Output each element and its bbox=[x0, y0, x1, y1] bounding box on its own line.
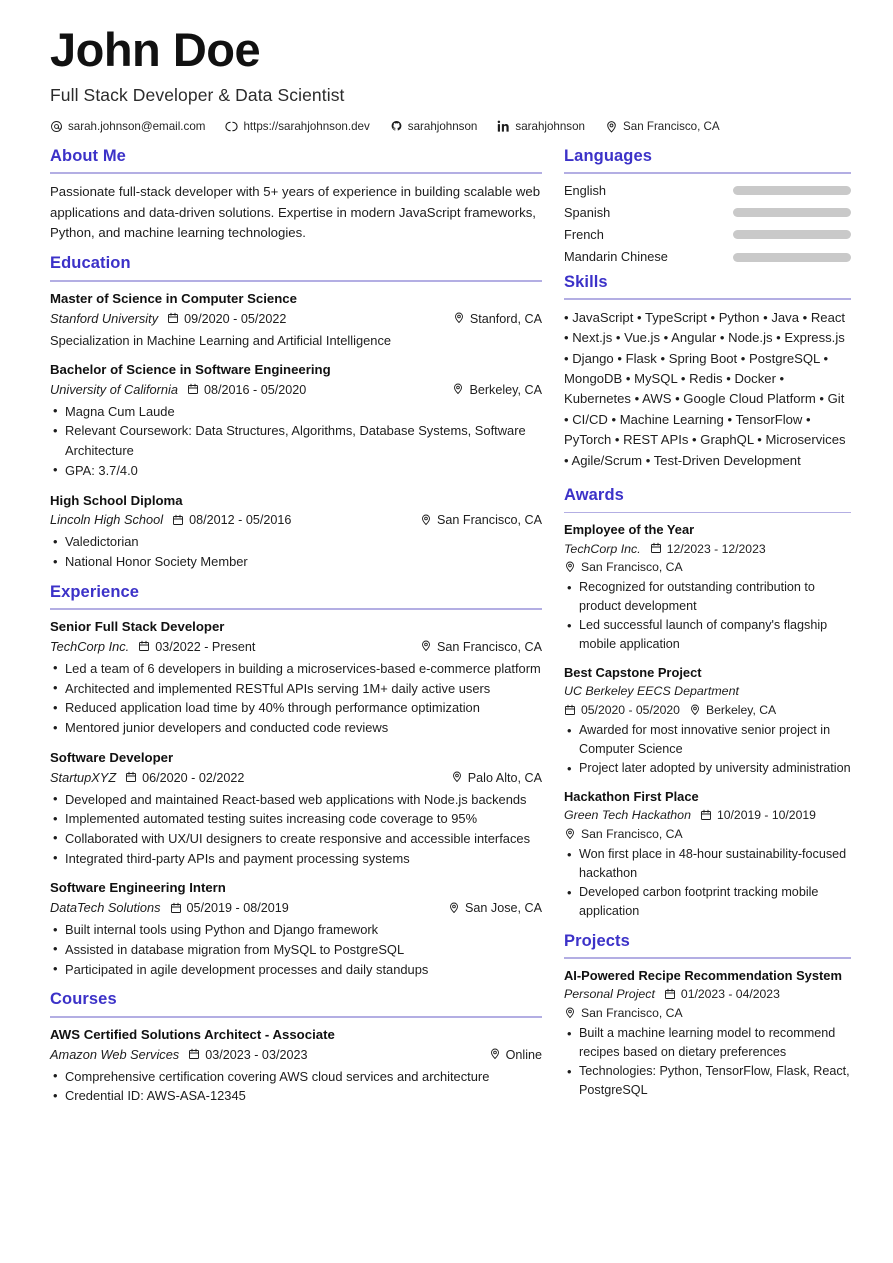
entry-location bbox=[564, 1004, 683, 1022]
entry-meta bbox=[50, 898, 542, 918]
entry-meta-left bbox=[564, 540, 851, 577]
courses-list bbox=[50, 1026, 542, 1106]
bullet-item: • Architected and implemented RESTful APIs serving 1M+ daily active users bbox=[50, 679, 542, 699]
bullet-item: • Relevant Coursework: Data Structures, Algorithms, Database Systems, Software Architecture bbox=[50, 421, 542, 460]
email-icon bbox=[50, 120, 63, 133]
entry-organization: TechCorp Inc. bbox=[564, 541, 641, 556]
entry-dates-text: 01/2023 - 04/2023 bbox=[680, 987, 780, 1002]
bullet-item: • Awarded for most innovative senior project in Computer Science bbox=[564, 721, 851, 759]
section-divider bbox=[50, 172, 542, 174]
entry-title: Best Capstone Project bbox=[564, 665, 702, 681]
entry-meta-left bbox=[50, 510, 300, 530]
experience-entry bbox=[50, 749, 542, 869]
entry-meta-left bbox=[50, 898, 298, 918]
award-entry bbox=[564, 788, 851, 921]
experience-entry bbox=[50, 879, 542, 979]
entry-dates bbox=[650, 540, 766, 558]
entry-meta bbox=[50, 380, 542, 400]
entry-location bbox=[420, 638, 542, 657]
bullet-item: • Mentored junior developers and conducted code reviews bbox=[50, 718, 542, 738]
contact-text: sarahjohnson bbox=[515, 119, 586, 133]
location-icon bbox=[489, 1047, 501, 1059]
section-education bbox=[50, 253, 542, 571]
contact-text: sarah.johnson@email.com bbox=[68, 119, 206, 133]
entry-meta bbox=[50, 510, 542, 530]
entry-meta bbox=[564, 985, 851, 1022]
section-languages bbox=[564, 146, 851, 266]
entry-organization: StartupXYZ bbox=[50, 769, 117, 785]
entry-title: Master of Science in Computer Science bbox=[50, 290, 297, 306]
section-title-education: Education bbox=[50, 254, 131, 273]
bullet-item: • Reduced application load time by 40% through performance optimization bbox=[50, 698, 542, 718]
entry-location bbox=[448, 899, 542, 918]
entry-dates bbox=[125, 769, 244, 788]
entry-dates bbox=[167, 310, 286, 329]
bullet-item: • Technologies: Python, TensorFlow, Flask, React, PostgreSQL bbox=[564, 1062, 851, 1100]
bullet-item: • Recognized for outstanding contribution to product development bbox=[564, 578, 851, 616]
entry-dates-text: 08/2012 - 05/2016 bbox=[189, 513, 292, 528]
section-about bbox=[50, 146, 542, 244]
experience-entry bbox=[50, 618, 542, 738]
location-icon bbox=[564, 560, 576, 572]
bullet-item: • Developed and maintained React-based web applications with Node.js backends bbox=[50, 790, 542, 810]
entry-meta bbox=[50, 1045, 542, 1065]
language-name: French bbox=[564, 227, 604, 243]
entry-organization: Personal Project bbox=[564, 987, 655, 1002]
skills-text: • JavaScript • TypeScript • Python • Java • React • Next.js • Vue.js • Angular • Node.js • Express.js • Django • Flask • Spring Boot • PostgreSQL • MongoDB • MySQL • Redis • Docker • Kubernetes • AWS • Google Cloud Platform • Git • CI/CD • Machine Learning • TensorFlow • PyTorch • REST APIs • GraphQL • Microservices • Agile/Scrum • Test-Driven Development bbox=[564, 309, 846, 468]
entry-meta bbox=[50, 768, 542, 788]
entry-location-text: San Francisco, CA bbox=[581, 560, 683, 575]
entry-meta-left bbox=[564, 806, 851, 843]
project-entry bbox=[564, 967, 851, 1100]
entry-location-text: San Francisco, CA bbox=[437, 513, 542, 528]
calendar-icon bbox=[125, 771, 137, 783]
entry-title: Senior Full Stack Developer bbox=[50, 619, 225, 635]
about-text: Passionate full-stack developer with 5+ years of experience in building scalable web applications and data-driven solutions. Expertise in modern JavaScript frameworks, Python, and machine learning technologies. bbox=[50, 184, 541, 240]
education-entry bbox=[50, 361, 542, 481]
section-title-skills: Skills bbox=[564, 272, 608, 291]
language-level-bar bbox=[733, 186, 851, 195]
entry-bullets bbox=[50, 402, 542, 481]
calendar-icon bbox=[187, 383, 199, 395]
section-skills bbox=[564, 272, 851, 471]
entry-title: Software Engineering Intern bbox=[50, 880, 226, 896]
entry-location-text: Palo Alto, CA bbox=[467, 770, 542, 785]
calendar-icon bbox=[664, 988, 676, 1000]
entry-meta bbox=[50, 309, 542, 329]
resume-body bbox=[50, 146, 851, 1112]
entry-dates-text: 12/2023 - 12/2023 bbox=[666, 541, 766, 556]
entry-meta-left bbox=[50, 380, 315, 400]
entry-meta bbox=[564, 806, 851, 843]
bullet-item: • Implemented automated testing suites increasing code coverage to 95% bbox=[50, 809, 542, 829]
calendar-icon bbox=[564, 704, 576, 716]
section-divider bbox=[50, 280, 542, 282]
course-entry bbox=[50, 1026, 542, 1106]
calendar-icon bbox=[188, 1048, 200, 1060]
bullet-item: • Valedictorian bbox=[50, 532, 542, 552]
entry-bullets bbox=[50, 1067, 542, 1106]
entry-dates bbox=[138, 638, 255, 657]
entry-location-text: San Francisco, CA bbox=[581, 827, 683, 842]
bullet-item: • Led successful launch of company's flagship mobile application bbox=[564, 616, 851, 654]
entry-organization: UC Berkeley EECS Department bbox=[564, 684, 739, 699]
entry-bullets bbox=[564, 721, 851, 778]
language-row bbox=[564, 248, 851, 265]
entry-location-text: Berkeley, CA bbox=[705, 703, 777, 718]
section-title-languages: Languages bbox=[564, 146, 653, 165]
location-icon bbox=[451, 770, 463, 782]
award-entry bbox=[564, 664, 851, 778]
entry-dates-text: 03/2023 - 03/2023 bbox=[205, 1047, 308, 1062]
entry-location bbox=[451, 769, 542, 788]
candidate-headline: Full Stack Developer & Data Scientist bbox=[50, 84, 345, 105]
section-divider bbox=[50, 1016, 542, 1018]
entry-meta-left bbox=[50, 309, 295, 329]
contact-item-email[interactable] bbox=[50, 120, 205, 133]
entry-dates bbox=[187, 381, 306, 400]
section-courses bbox=[50, 989, 542, 1106]
entry-title: Hackathon First Place bbox=[564, 789, 699, 805]
entry-dates-text: 03/2022 - Present bbox=[155, 639, 256, 654]
github-icon bbox=[390, 120, 403, 133]
bullet-item: • National Honor Society Member bbox=[50, 552, 542, 572]
contact-item-linkedin[interactable] bbox=[497, 120, 585, 133]
language-name: Spanish bbox=[564, 204, 611, 220]
section-experience bbox=[50, 582, 542, 980]
contact-item-github[interactable] bbox=[390, 120, 478, 133]
awards-list bbox=[564, 521, 851, 921]
entry-bullets bbox=[50, 920, 542, 979]
bullet-item: • Assisted in database migration from MySQL to PostgreSQL bbox=[50, 940, 542, 960]
language-name: English bbox=[564, 182, 606, 198]
section-title-experience: Experience bbox=[50, 582, 140, 601]
entry-location-text: Online bbox=[505, 1047, 542, 1062]
section-title-about: About Me bbox=[50, 146, 126, 165]
entry-location bbox=[453, 310, 542, 329]
entry-location-text: San Jose, CA bbox=[464, 901, 542, 916]
languages-list bbox=[564, 182, 851, 266]
education-list bbox=[50, 290, 542, 572]
entry-meta-left bbox=[564, 985, 851, 1022]
projects-list bbox=[564, 967, 851, 1100]
entry-location bbox=[689, 701, 776, 719]
bullet-item: • Project later adopted by university administration bbox=[564, 759, 851, 778]
contact-text: sarahjohnson bbox=[407, 119, 478, 133]
section-divider bbox=[564, 298, 851, 300]
location-icon bbox=[420, 513, 432, 525]
education-entry bbox=[50, 492, 542, 572]
calendar-icon bbox=[700, 809, 712, 821]
entry-dates bbox=[700, 806, 816, 824]
entry-bullets bbox=[50, 532, 542, 571]
location-icon bbox=[453, 311, 465, 323]
section-title-awards: Awards bbox=[564, 486, 624, 505]
location-icon bbox=[689, 703, 701, 715]
entry-location-text: San Francisco, CA bbox=[581, 1006, 683, 1020]
entry-title: Employee of the Year bbox=[564, 522, 695, 538]
contact-row bbox=[50, 120, 843, 133]
entry-dates-text: 08/2016 - 05/2020 bbox=[204, 382, 307, 397]
education-entry bbox=[50, 290, 542, 350]
bullet-item: • Led a team of 6 developers in building a microservices-based e-commerce platform bbox=[50, 659, 542, 679]
entry-bullets bbox=[564, 845, 851, 921]
contact-item-location[interactable] bbox=[605, 120, 720, 133]
language-row bbox=[564, 182, 851, 199]
entry-location bbox=[564, 558, 683, 576]
entry-title: AWS Certified Solutions Architect - Associate bbox=[50, 1026, 335, 1042]
entry-organization: DataTech Solutions bbox=[50, 900, 161, 916]
entry-dates bbox=[172, 511, 291, 530]
location-icon bbox=[420, 639, 432, 651]
entry-note: Specialization in Machine Learning and Artificial Intelligence bbox=[50, 332, 392, 348]
entry-dates bbox=[664, 985, 780, 1003]
entry-bullets bbox=[50, 790, 542, 869]
section-divider bbox=[564, 957, 851, 959]
entry-meta bbox=[50, 637, 542, 657]
entry-dates-text: 10/2019 - 10/2019 bbox=[716, 808, 816, 823]
right-column bbox=[564, 146, 851, 1110]
location-icon bbox=[452, 382, 464, 394]
entry-meta-left bbox=[564, 682, 851, 719]
entry-dates-text: 09/2020 - 05/2022 bbox=[184, 311, 287, 326]
entry-organization: Amazon Web Services bbox=[50, 1046, 180, 1062]
bullet-item: • Integrated third-party APIs and payment processing systems bbox=[50, 849, 542, 869]
location-icon bbox=[564, 827, 576, 839]
language-level-bar bbox=[733, 230, 851, 239]
entry-bullets bbox=[564, 578, 851, 654]
bullet-item: • Comprehensive certification covering AWS cloud services and architecture bbox=[50, 1067, 542, 1087]
entry-dates-text: 05/2019 - 08/2019 bbox=[186, 901, 289, 916]
language-row bbox=[564, 204, 851, 221]
left-column bbox=[50, 146, 542, 1112]
contact-text: https://sarahjohnson.dev bbox=[243, 119, 370, 133]
entry-bullets bbox=[564, 1024, 851, 1100]
contact-item-link[interactable] bbox=[225, 120, 369, 133]
experience-list bbox=[50, 618, 542, 979]
calendar-icon bbox=[170, 902, 182, 914]
bullet-item: • Participated in agile development processes and daily standups bbox=[50, 960, 542, 980]
bullet-item: • Magna Cum Laude bbox=[50, 402, 542, 422]
entry-title: Bachelor of Science in Software Engineering bbox=[50, 361, 331, 377]
location-icon bbox=[564, 1006, 576, 1018]
section-projects bbox=[564, 931, 851, 1100]
entry-location bbox=[564, 825, 683, 843]
entry-location bbox=[420, 511, 542, 530]
entry-bullets bbox=[50, 659, 542, 738]
entry-dates-text: 05/2020 - 05/2020 bbox=[581, 703, 680, 718]
entry-organization: TechCorp Inc. bbox=[50, 638, 130, 654]
linkedin-icon bbox=[497, 120, 510, 133]
entry-location bbox=[452, 381, 542, 400]
bullet-item: • Built a machine learning model to recommend recipes based on dietary preferences bbox=[564, 1024, 851, 1062]
entry-title: High School Diploma bbox=[50, 492, 183, 508]
calendar-icon bbox=[138, 640, 150, 652]
entry-location-text: Stanford, CA bbox=[469, 311, 542, 326]
bullet-item: • Built internal tools using Python and Django framework bbox=[50, 920, 542, 940]
location-icon bbox=[605, 120, 618, 133]
language-level-bar bbox=[733, 253, 851, 262]
entry-location bbox=[489, 1046, 542, 1065]
entry-meta bbox=[564, 682, 851, 719]
location-icon bbox=[448, 901, 460, 913]
entry-meta bbox=[564, 540, 851, 577]
resume-header bbox=[50, 24, 843, 133]
entry-organization: Green Tech Hackathon bbox=[564, 808, 691, 823]
entry-dates-text: 06/2020 - 02/2022 bbox=[142, 770, 245, 785]
entry-title: AI-Powered Recipe Recommendation System bbox=[564, 967, 842, 983]
award-entry bbox=[564, 521, 851, 654]
language-level-bar bbox=[733, 208, 851, 217]
bullet-item: • GPA: 3.7/4.0 bbox=[50, 461, 542, 481]
bullet-item: • Credential ID: AWS-ASA-12345 bbox=[50, 1086, 542, 1106]
calendar-icon bbox=[167, 312, 179, 324]
entry-dates bbox=[564, 701, 680, 719]
calendar-icon bbox=[650, 542, 662, 554]
section-awards bbox=[564, 485, 851, 921]
section-title-courses: Courses bbox=[50, 990, 117, 1009]
entry-organization: University of California bbox=[50, 381, 179, 397]
entry-organization: Lincoln High School bbox=[50, 512, 164, 528]
entry-meta-left bbox=[50, 637, 264, 657]
entry-meta-left bbox=[50, 768, 253, 788]
bullet-item: • Developed carbon footprint tracking mobile application bbox=[564, 883, 851, 921]
entry-dates bbox=[188, 1046, 307, 1065]
bullet-item: • Won first place in 48-hour sustainability-focused hackathon bbox=[564, 845, 851, 883]
bullet-item: • Collaborated with UX/UI designers to create responsive and accessible interfaces bbox=[50, 829, 542, 849]
language-name: Mandarin Chinese bbox=[564, 249, 668, 265]
language-row bbox=[564, 226, 851, 243]
entry-location-text: San Francisco, CA bbox=[437, 639, 542, 654]
entry-title: Software Developer bbox=[50, 749, 174, 765]
entry-organization: Stanford University bbox=[50, 310, 159, 326]
link-icon bbox=[225, 120, 238, 133]
entry-location-text: Berkeley, CA bbox=[469, 382, 542, 397]
section-divider bbox=[564, 512, 851, 514]
candidate-name: John Doe bbox=[50, 23, 261, 76]
section-divider bbox=[50, 608, 542, 610]
calendar-icon bbox=[172, 514, 184, 526]
entry-meta-left bbox=[50, 1045, 316, 1065]
section-divider bbox=[564, 172, 851, 174]
section-title-projects: Projects bbox=[564, 931, 630, 950]
entry-dates bbox=[170, 899, 289, 918]
contact-text: San Francisco, CA bbox=[623, 119, 720, 133]
